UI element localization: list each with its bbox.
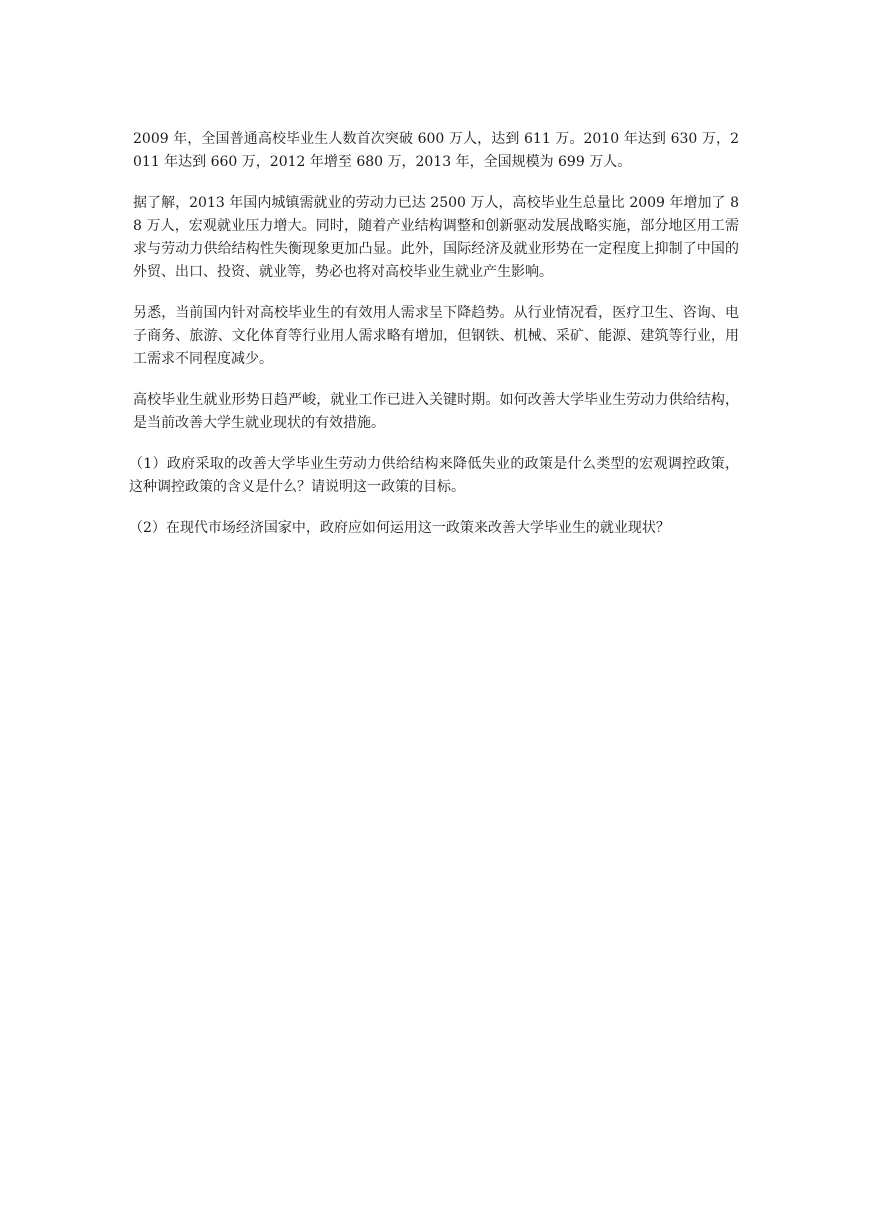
question-2: （2）在现代市场经济国家中，政府应如何运用这一政策来改善大学毕业生的就业现状？: [129, 520, 670, 536]
document-body: [129, 128, 739, 558]
paragraph-industry-demand: 另悉，当前国内针对高校毕业生的有效用人需求呈下降趋势。从行业情况看，医疗卫生、咨询、电子商务、旅游、文化体育等行业用人需求略有增加，但钢铁、机械、采矿、能源、建筑等行业，用工需求不同程度减少。: [133, 305, 739, 367]
paragraph-employment-pressure: 据了解，2013 年国内城镇需就业的劳动力已达 2500 万人，高校毕业生总量比 2009 年增加了 88 万人，宏观就业压力增大。同时，随着产业结构调整和创新驱动发展战略实施，部分地区用工需求与劳动力供给结构性失衡现象更加凸显。此外，国际经济及就业形势在一定程度上抑制了中国的外贸、出口、投资、就业等，势必也将对高校毕业生就业产生影响。: [133, 195, 739, 280]
paragraph-graduate-numbers: 2009 年，全国普通高校毕业生人数首次突破 600 万人，达到 611 万。2010 年达到 630 万，2011 年达到 660 万，2012 年增至 680 万，2013 年，全国规模为 699 万人。: [133, 131, 739, 170]
question-1: （1）政府采取的改善大学毕业生劳动力供给结构来降低失业的政策是什么类型的宏观调控政策，这种调控政策的含义是什么？请说明这一政策的目标。: [129, 456, 739, 495]
paragraph-conclusion: 高校毕业生就业形势日趋严峻，就业工作已进入关键时期。如何改善大学毕业生劳动力供给结构，是当前改善大学生就业现状的有效措施。: [133, 392, 739, 431]
